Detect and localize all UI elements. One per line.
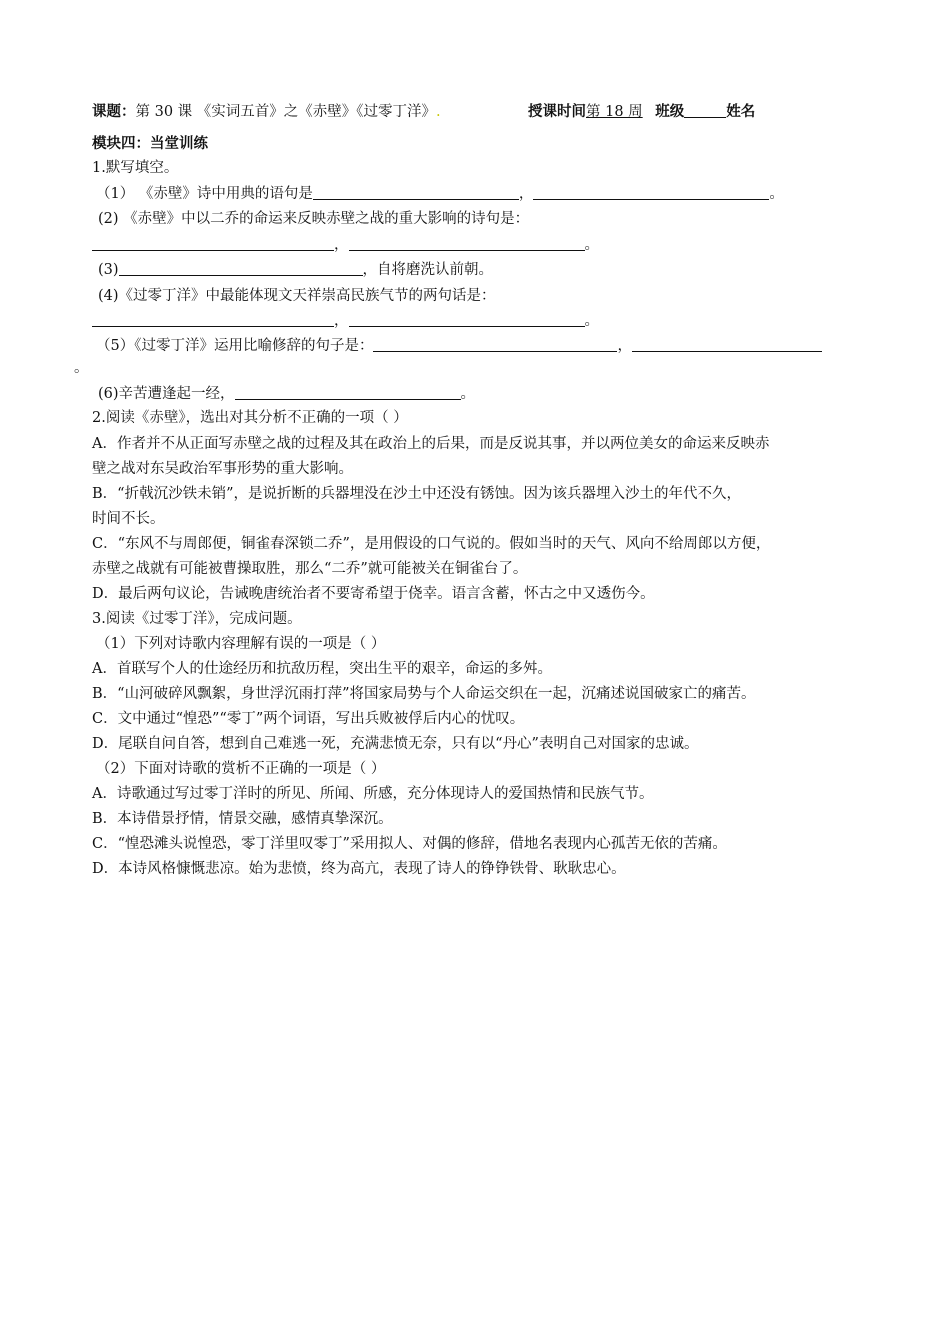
q1-s1-blank-1[interactable] — [313, 184, 519, 200]
time-value: 第 18 周 — [586, 104, 643, 120]
q3-part1-option-d: D．尾联自问自答，想到自己难逃一死，充满悲愤无奈，只有以“丹心”表明自己对国家的忠诚。 — [92, 736, 699, 752]
q1-s5-comma: ， — [617, 338, 632, 354]
subject-text: 第 30 课 《实词五首》之《赤壁》《过零丁洋》 — [135, 104, 437, 120]
q1-title: 1.默写填空。 — [92, 160, 179, 176]
q1-s1-text: （1） 《赤壁》诗中用典的语句是 — [96, 186, 313, 202]
class-blank[interactable] — [684, 102, 726, 118]
time-label: 授课时间 — [528, 104, 586, 120]
class-label: 班级 — [655, 104, 685, 120]
q1-s4-period: 。 — [584, 313, 599, 329]
q3-part2-stem: （2）下面对诗歌的赏析不正确的一项是（ ） — [96, 761, 386, 777]
q1-s4-blank-2[interactable] — [349, 311, 585, 327]
q1-s4-comma: ， — [334, 313, 349, 329]
q1-s1 — [96, 184, 784, 204]
q1-s2-period: 。 — [584, 237, 599, 253]
q3-part2-option-b: B．本诗借景抒情，情景交融，感情真挚深沉。 — [92, 811, 393, 827]
q1-s3-blank[interactable] — [119, 260, 363, 276]
q1-s1-comma: ， — [518, 186, 534, 202]
q1-s6-blank[interactable] — [235, 384, 461, 400]
lesson-header — [92, 102, 441, 122]
yellow-dot: . — [436, 104, 441, 120]
q2-option-d: D．最后两句议论，告诫晚唐统治者不要寄希望于侥幸。语言含蓄，怀古之中又透伤今。 — [92, 586, 655, 602]
q2-option-c-line1: C．“东风不与周郎便，铜雀春深锁二乔”，是用假设的口气说的。假如当时的天气、风向不给周郎以方便， — [92, 536, 771, 552]
q1-s6 — [98, 384, 475, 404]
q1-s5-blank-1[interactable] — [373, 336, 617, 352]
module-title: 模块四：当堂训练 — [92, 136, 208, 152]
q1-s4-answer — [92, 311, 599, 331]
q1-s2-comma: ， — [334, 237, 349, 253]
q1-s2: (2) 《赤壁》中以二乔的命运来反映赤壁之战的重大影响的诗句是： — [98, 211, 530, 227]
q2-title: 2.阅读《赤壁》，选出对其分析不正确的一项（ ） — [92, 410, 408, 426]
q1-s2-blank-2[interactable] — [349, 235, 585, 251]
lesson-meta — [528, 102, 755, 122]
q1-s4: (4)《过零丁洋》中最能体现文天祥崇高民族气节的两句话是： — [98, 288, 496, 304]
subject-label: 课题： — [92, 104, 136, 120]
q3-part1-option-a: A．首联写个人的仕途经历和抗敌历程，突出生平的艰辛，命运的多舛。 — [92, 661, 552, 677]
q1-s5 — [96, 336, 822, 356]
q1-s6-period: 。 — [460, 386, 476, 402]
q2-option-a-line1: A．作者并不从正面写赤壁之战的过程及其在政治上的后果，而是反说其事，并以两位美女的命运来反映赤 — [92, 436, 770, 452]
q2-option-c-line2: 赤壁之战就有可能被曹操取胜，那么“二乔”就可能被关在铜雀台了。 — [92, 561, 528, 577]
q3-part1-stem: （1）下列对诗歌内容理解有误的一项是（ ） — [96, 636, 386, 652]
q1-s4-blank-1[interactable] — [92, 311, 334, 327]
q3-part2-option-d: D．本诗风格慷慨悲凉。始为悲愤，终为高亢，表现了诗人的铮铮铁骨、耿耿忠心。 — [92, 861, 626, 877]
q1-s2-answer — [92, 235, 599, 255]
q1-s3 — [98, 260, 493, 280]
q3-title: 3.阅读《过零丁洋》，完成问题。 — [92, 611, 302, 627]
q3-part1-option-c: C．文中通过“惶恐”“零丁”两个词语，写出兵败被俘后内心的忧叹。 — [92, 711, 525, 727]
q3-part2-option-a: A．诗歌通过写过零丁洋时的所见、所闻、所感，充分体现诗人的爱国热情和民族气节。 — [92, 786, 654, 802]
q2-option-a-line2: 壁之战对东吴政治军事形势的重大影响。 — [92, 461, 353, 477]
q1-s5-text: （5）《过零丁洋》运用比喻修辞的句子是： — [96, 338, 374, 354]
q1-s1-period: 。 — [769, 186, 784, 202]
q2-option-b-line1: B．“折戟沉沙铁未销”，是说折断的兵器埋没在沙土中还没有锈蚀。因为该兵器埋入沙土的年代不久， — [92, 486, 741, 502]
q1-s2-blank-1[interactable] — [92, 235, 334, 251]
q3-part2-option-c: C．“惶恐滩头说惶恐，零丁洋里叹零丁”采用拟人、对偶的修辞，借地名表现内心孤苦无依的苦痛。 — [92, 836, 727, 852]
q1-s1-blank-2[interactable] — [533, 184, 769, 200]
q1-s3-tail: ，自将磨洗认前朝。 — [362, 262, 494, 278]
q3-part1-option-b: B．“山河破碎风飘絮，身世浮沉雨打萍”将国家局势与个人命运交织在一起，沉痛述说国破家亡的痛苦。 — [92, 686, 756, 702]
q1-s3-num: (3) — [98, 262, 119, 278]
q1-s5-blank-2[interactable] — [632, 336, 822, 352]
q2-option-b-line2: 时间不长。 — [92, 511, 165, 527]
q1-s5-period: 。 — [74, 360, 89, 376]
q1-s6-text: (6)辛苦遭逢起一经， — [98, 386, 235, 402]
name-label: 姓名 — [726, 104, 756, 120]
